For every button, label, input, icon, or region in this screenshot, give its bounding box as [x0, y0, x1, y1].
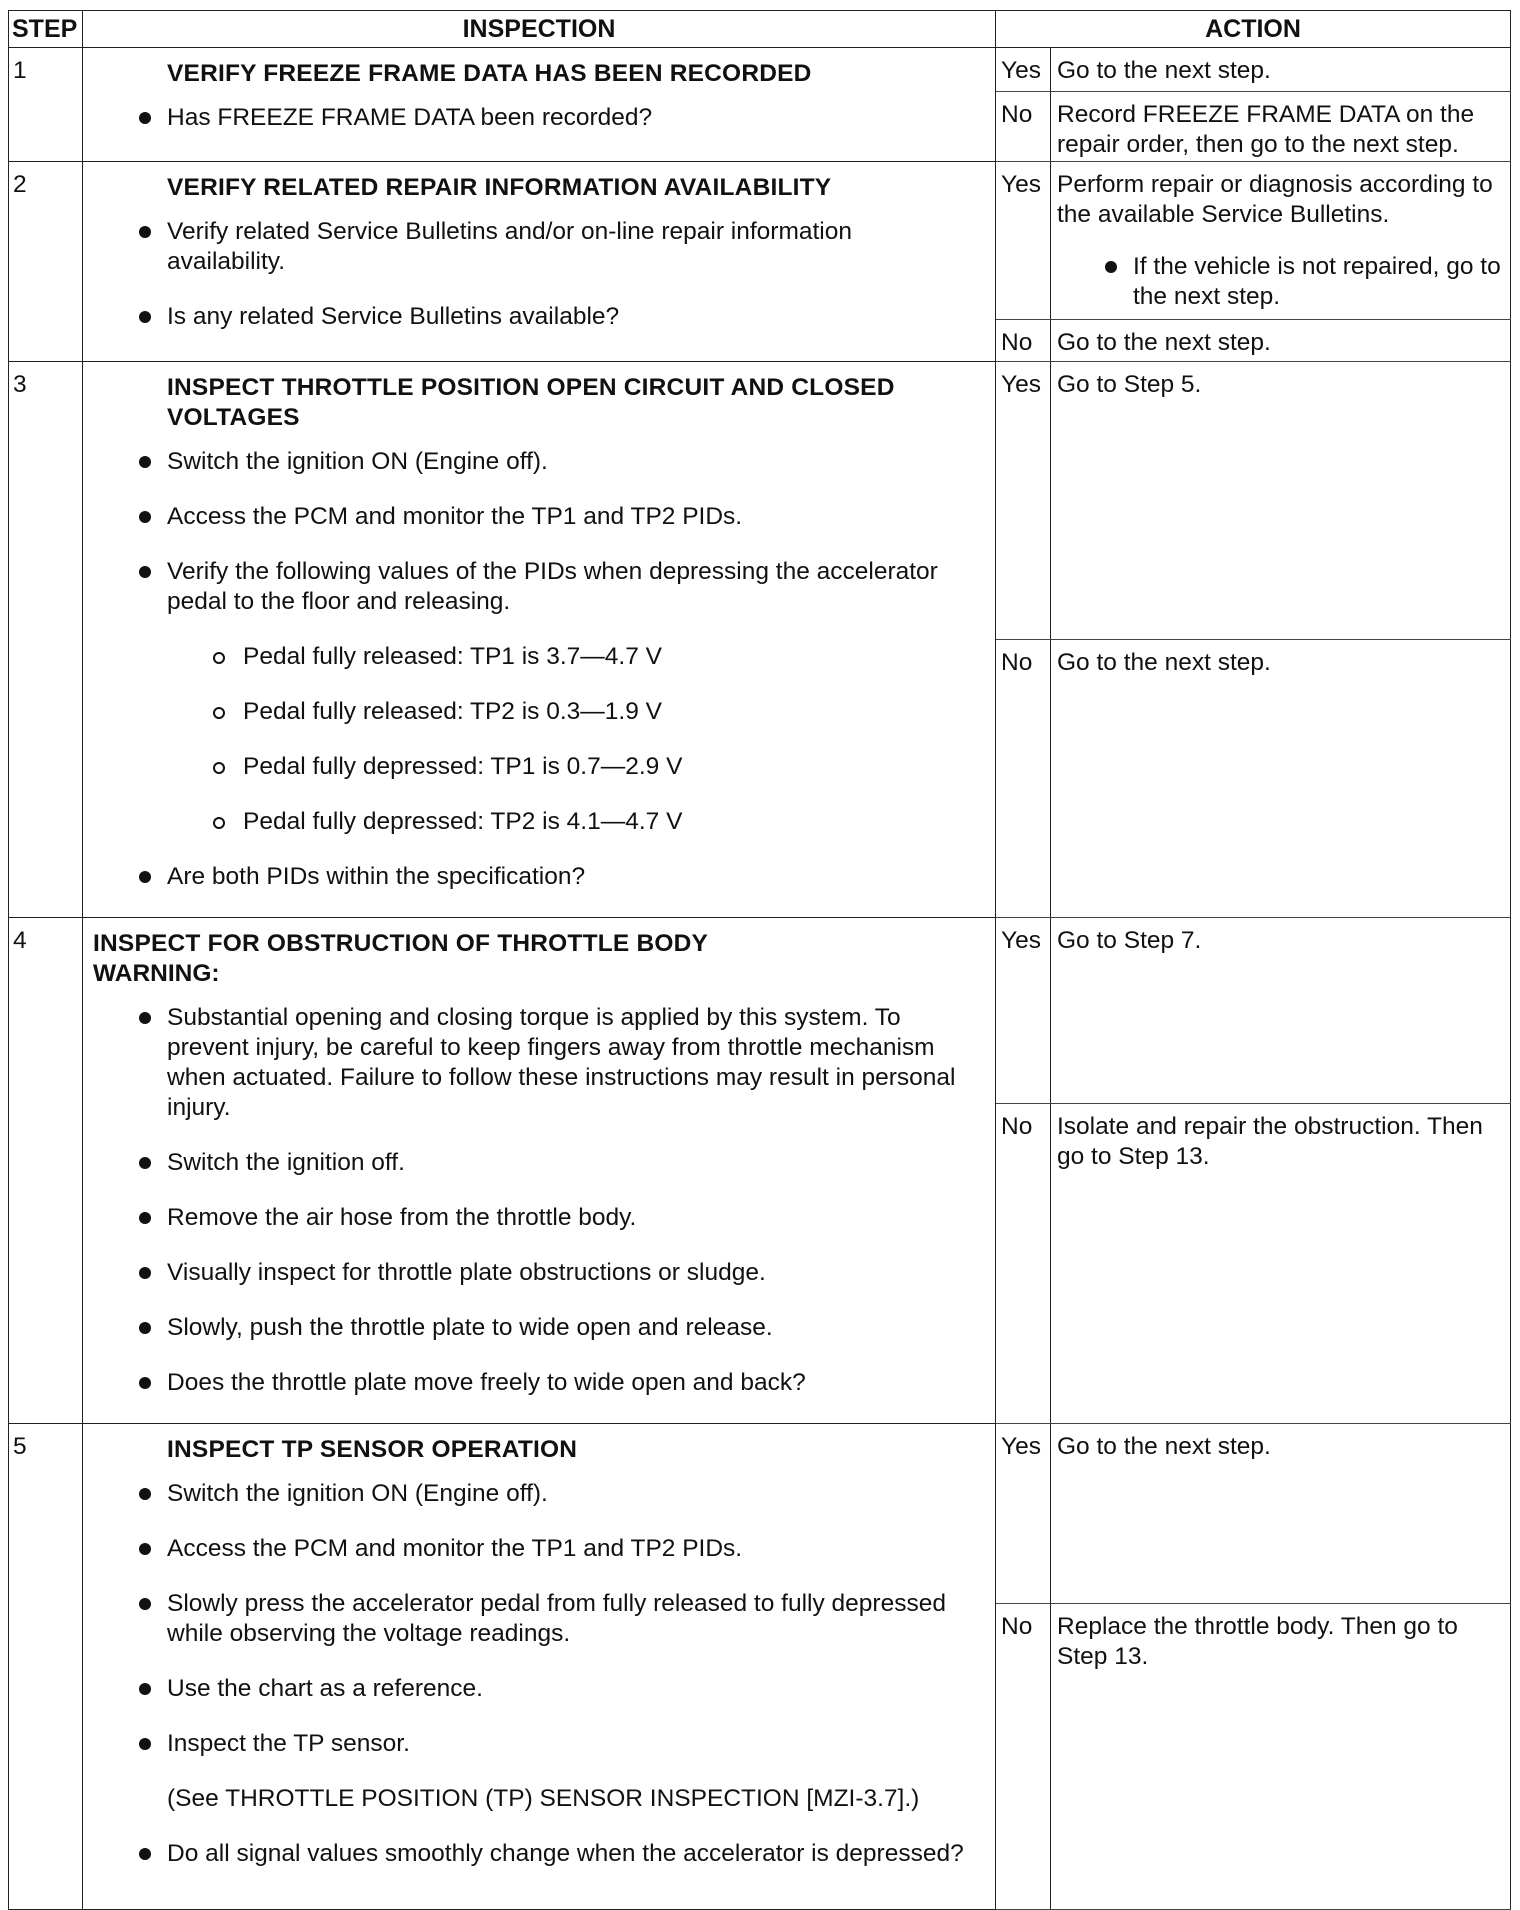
item-text: Slowly press the accelerator pedal from fully released to fully depressed while observing the voltage readings.	[167, 1590, 946, 1647]
item-text: Switch the ignition ON (Engine off).	[167, 1480, 548, 1507]
inspection-item	[93, 557, 971, 617]
spec-item	[93, 752, 971, 782]
bullet-icon	[139, 1848, 151, 1860]
item-text: Verify the following values of the PIDs when depressing the accelerator pedal to the floor and releasing.	[167, 558, 938, 615]
step-row	[9, 918, 1511, 1104]
item-text: Is any related Service Bulletins available?	[167, 303, 620, 330]
inspection-cell	[83, 918, 996, 1424]
step-number: 5	[9, 1424, 83, 1910]
item-text: Switch the ignition off.	[167, 1149, 405, 1176]
no-action: Record FREEZE FRAME DATA on the repair order, then go to the next step.	[1051, 92, 1511, 162]
no-label: No	[996, 640, 1051, 918]
step-row	[9, 1424, 1511, 1604]
inspection-cell	[83, 1424, 996, 1910]
item-text: Remove the air hose from the throttle body.	[167, 1204, 637, 1231]
spec-text: Pedal fully depressed: TP1 is 0.7—2.9 V	[243, 753, 683, 780]
inspection-item	[93, 862, 971, 892]
yes-label: Yes	[996, 918, 1051, 1104]
step-header: STEP	[9, 11, 83, 48]
item-text: Are both PIDs within the specification?	[167, 863, 586, 890]
inspection-cell	[83, 362, 996, 918]
yes-label: Yes	[996, 48, 1051, 92]
yes-action: Go to the next step.	[1051, 48, 1511, 92]
bullet-icon	[139, 1738, 151, 1750]
bullet-icon	[139, 226, 151, 238]
spec-text: Pedal fully released: TP1 is 3.7—4.7 V	[243, 643, 663, 670]
step-number: 1	[9, 48, 83, 162]
bullet-icon	[139, 1683, 151, 1695]
spec-item	[93, 807, 971, 837]
bullet-icon	[139, 1212, 151, 1224]
no-label: No	[996, 1604, 1051, 1910]
spec-text: Pedal fully depressed: TP2 is 4.1—4.7 V	[243, 808, 683, 835]
action-header: ACTION	[996, 11, 1511, 48]
yes-action: Go to Step 5.	[1051, 362, 1511, 640]
step-number: 2	[9, 162, 83, 362]
yes-label: Yes	[996, 1424, 1051, 1604]
item-text: Has FREEZE FRAME DATA been recorded?	[167, 104, 653, 131]
inspection-item	[93, 1839, 971, 1869]
bullet-icon	[139, 1598, 151, 1610]
no-action: Replace the throttle body. Then go to Step 13.	[1051, 1604, 1511, 1910]
inspection-item	[93, 1479, 971, 1509]
inspection-item	[93, 1203, 971, 1233]
step-title: VERIFY RELATED REPAIR INFORMATION AVAILABILITY	[167, 174, 832, 201]
action-sub-item	[1057, 252, 1502, 312]
inspection-item	[93, 1313, 971, 1343]
bullet-icon	[139, 1322, 151, 1334]
no-label: No	[996, 320, 1051, 362]
inspection-table	[8, 10, 1511, 1910]
bullet-icon	[139, 871, 151, 883]
bullet-icon	[139, 1157, 151, 1169]
item-text: Verify related Service Bulletins and/or on-line repair information availability.	[167, 218, 852, 275]
yes-action: Go to Step 7.	[1051, 918, 1511, 1104]
no-action: Go to the next step.	[1051, 320, 1511, 362]
inspection-item	[93, 1589, 971, 1649]
bullet-icon	[139, 112, 151, 124]
yes-label: Yes	[996, 162, 1051, 320]
item-text: Use the chart as a reference.	[167, 1675, 483, 1702]
step-number: 4	[9, 918, 83, 1424]
step-title: VERIFY FREEZE FRAME DATA HAS BEEN RECORDED	[167, 60, 812, 87]
yes-label: Yes	[996, 362, 1051, 640]
bullet-icon	[139, 1377, 151, 1389]
no-label: No	[996, 92, 1051, 162]
inspection-item	[93, 1003, 971, 1123]
no-action: Go to the next step.	[1051, 640, 1511, 918]
no-action: Isolate and repair the obstruction. Then go to Step 13.	[1051, 1104, 1511, 1424]
bullet-icon	[139, 311, 151, 323]
item-text: Inspect the TP sensor.	[167, 1730, 410, 1757]
item-text: Access the PCM and monitor the TP1 and TP2 PIDs.	[167, 503, 743, 530]
step-row	[9, 162, 1511, 320]
item-text: Do all signal values smoothly change when the accelerator is depressed?	[167, 1840, 964, 1867]
inspection-item	[93, 1729, 971, 1759]
warning-label: WARNING:	[93, 960, 220, 987]
inspection-cell	[83, 48, 996, 162]
step-row	[9, 362, 1511, 640]
inspection-item	[93, 302, 971, 332]
inspection-item	[93, 217, 971, 277]
inspection-item	[93, 1258, 971, 1288]
reference-note: (See THROTTLE POSITION (TP) SENSOR INSPECTION [MZI-3.7].)	[167, 1785, 920, 1812]
bullet-icon	[139, 511, 151, 523]
spec-item	[93, 642, 971, 672]
step-number: 3	[9, 362, 83, 918]
inspection-item	[93, 502, 971, 532]
spec-text: Pedal fully released: TP2 is 0.3—1.9 V	[243, 698, 663, 725]
step-title: INSPECT THROTTLE POSITION OPEN CIRCUIT AND CLOSED VOLTAGES	[167, 374, 895, 431]
header-row	[9, 11, 1511, 48]
bullet-icon	[1105, 261, 1117, 273]
inspection-cell	[83, 162, 996, 362]
circle-bullet-icon	[213, 652, 225, 664]
item-text: Does the throttle plate move freely to wide open and back?	[167, 1369, 806, 1396]
step-title: INSPECT TP SENSOR OPERATION	[167, 1436, 578, 1463]
circle-bullet-icon	[213, 817, 225, 829]
bullet-icon	[139, 566, 151, 578]
item-text: Access the PCM and monitor the TP1 and TP2 PIDs.	[167, 1535, 743, 1562]
yes-action-cell	[1051, 162, 1511, 320]
inspection-item	[93, 1674, 971, 1704]
bullet-icon	[139, 1543, 151, 1555]
item-text: Visually inspect for throttle plate obstructions or sludge.	[167, 1259, 766, 1286]
step-row	[9, 48, 1511, 92]
yes-action: Perform repair or diagnosis according to the available Service Bulletins.	[1057, 171, 1493, 228]
item-text: If the vehicle is not repaired, go to the next step.	[1133, 253, 1501, 310]
inspection-header: INSPECTION	[83, 11, 996, 48]
circle-bullet-icon	[213, 707, 225, 719]
item-text: Switch the ignition ON (Engine off).	[167, 448, 548, 475]
inspection-item	[93, 1148, 971, 1178]
inspection-item	[93, 1368, 971, 1398]
bullet-icon	[139, 1267, 151, 1279]
inspection-item	[93, 1534, 971, 1564]
inspection-item	[93, 103, 971, 133]
step-title: INSPECT FOR OBSTRUCTION OF THROTTLE BODY	[93, 930, 709, 957]
bullet-icon	[139, 1012, 151, 1024]
item-text: Slowly, push the throttle plate to wide open and release.	[167, 1314, 773, 1341]
inspection-item	[93, 447, 971, 477]
bullet-icon	[139, 1488, 151, 1500]
circle-bullet-icon	[213, 762, 225, 774]
yes-action: Go to the next step.	[1051, 1424, 1511, 1604]
no-label: No	[996, 1104, 1051, 1424]
item-text: Substantial opening and closing torque is applied by this system. To prevent injury, be careful to keep fingers away from throttle mechanism when actuated. Failure to follow these instructions may result in personal injury.	[167, 1004, 956, 1121]
spec-item	[93, 697, 971, 727]
bullet-icon	[139, 456, 151, 468]
